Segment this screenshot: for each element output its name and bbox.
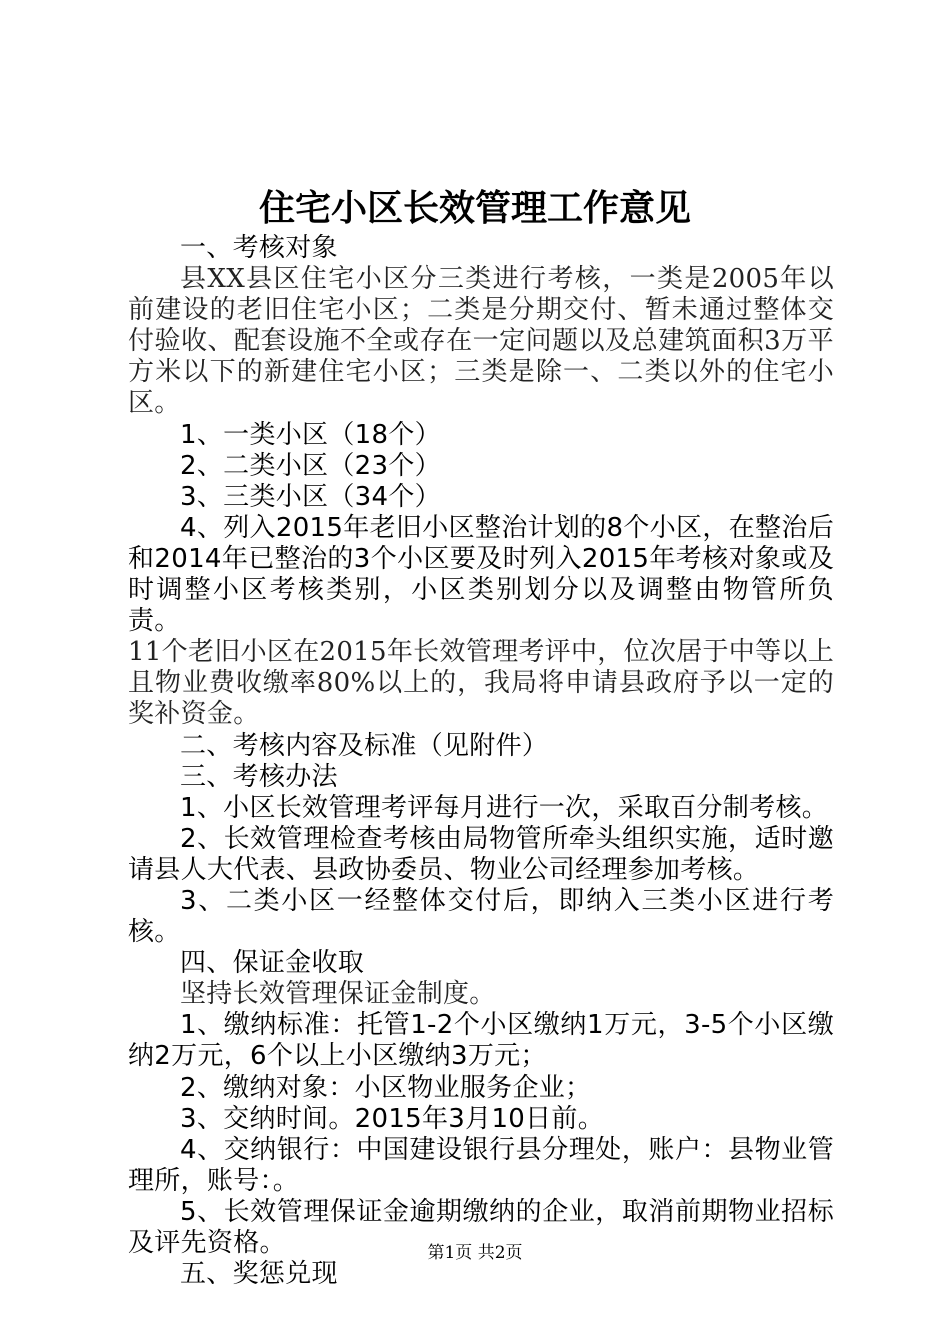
- list-item-payment-time: 3、交纳时间。2015年3月10日前。: [180, 1103, 605, 1134]
- section-heading-3: 三、考核办法: [180, 761, 338, 792]
- document-body: [128, 233, 834, 1290]
- page-footer: 第1页 共2页: [427, 1243, 523, 1263]
- page-title: 住宅小区长效管理工作意见: [258, 187, 691, 229]
- list-item-renovation: 4、列入2015年老旧小区整治计划的8个小区，在整治后和2014年已整治的3个小区要及时列入2015年考核对象或及时调整小区考核类别，小区类别划分以及调整由物管所负责。: [128, 512, 834, 637]
- list-item-payment-target: 2、缴纳对象：小区物业服务企业；: [180, 1072, 592, 1103]
- list-item-class-3: 3、三类小区（34个）: [180, 481, 441, 512]
- section-heading-1: 一、考核对象: [180, 233, 338, 263]
- list-item-payment-standard: 1、缴纳标准：托管1-2个小区缴纳1万元，3-5个小区缴纳2万元，6个以上小区缴纳3万元；: [128, 1010, 834, 1072]
- paragraph-subsidy: 11个老旧小区在2015年长效管理考评中，位次居于中等以上且物业费收缴率80%以上的，我局将申请县政府予以一定的奖补资金。: [128, 637, 834, 730]
- section-heading-5: 五、奖惩兑现: [180, 1259, 338, 1290]
- section-heading-2: 二、考核内容及标准（见附件）: [180, 730, 549, 761]
- section-heading-4: 四、保证金收取: [180, 948, 365, 979]
- list-item-class-1: 1、一类小区（18个）: [180, 419, 441, 450]
- list-item-inspection: 2、长效管理检查考核由局物管所牵头组织实施，适时邀请县人大代表、县政协委员、物业公司经理参加考核。: [128, 823, 834, 885]
- list-item-class-2: 2、二类小区（23个）: [180, 450, 441, 481]
- list-item-delivery: 3、二类小区一经整体交付后，即纳入三类小区进行考核。: [128, 885, 834, 948]
- list-item-payment-bank: 4、交纳银行：中国建设银行县分理处，账户：县物业管理所，账号：。: [128, 1134, 834, 1196]
- paragraph-deposit-system: 坚持长效管理保证金制度。: [180, 979, 496, 1010]
- list-item-monthly-review: 1、小区长效管理考评每月进行一次，采取百分制考核。: [180, 792, 829, 823]
- list-item-overdue: 5、长效管理保证金逾期缴纳的企业，取消前期物业招标及评先资格。: [128, 1196, 834, 1258]
- paragraph-assessment-scope: 县XX县区住宅小区分三类进行考核，一类是2005年以前建设的老旧住宅小区；二类是分期交付、暂未通过整体交付验收、配套设施不全或存在一定问题以及总建筑面积3万平方米以下的新建住宅小区；三类是除一、二类以外的住宅小区。: [128, 264, 834, 419]
